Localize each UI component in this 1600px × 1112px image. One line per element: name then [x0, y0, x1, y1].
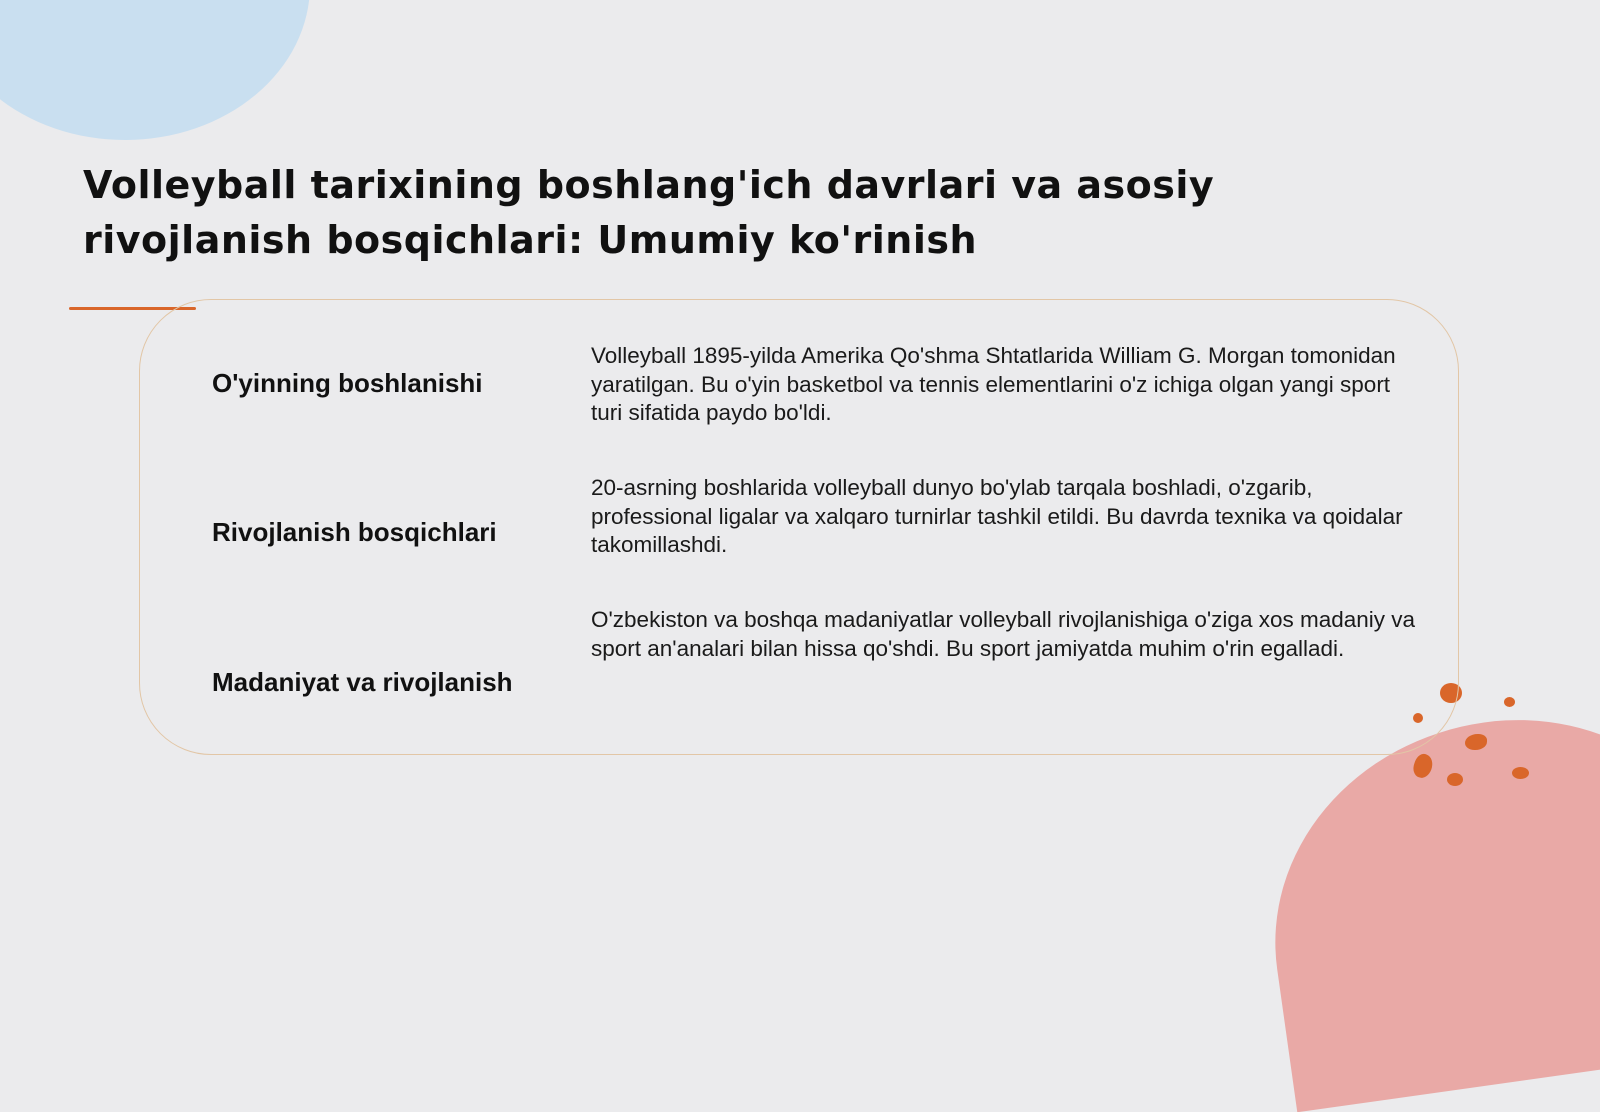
row-description: O'zbekiston va boshqa madaniyatlar volleyball rivojlanishiga o'ziga xos madaniy va sport an'analari bilan hissa qo'shdi. Bu sport jamiyatda muhim o'rin egalladi. — [591, 607, 1416, 661]
slide-title: Volleyball tarixining boshlang'ich davrlari va asosiy rivojlanish bosqichlari: Umumiy ko'rinish — [83, 163, 1215, 262]
row-description: Volleyball 1895-yilda Amerika Qo'shma Shtatlarida William G. Morgan tomonidan yaratilgan. Bu o'yin basketbol va tennis elementlarini o'z ichiga olgan yangi sport turi sifatida paydo bo'ldi. — [591, 343, 1396, 425]
row-description: 20-asrning boshlarida volleyball dunyo bo'ylab tarqala boshladi, o'zgarib, professional ligalar va xalqaro turnirlar tashkil etildi. Bu davrda texnika va qoidalar takomillashdi. — [591, 475, 1403, 557]
row-label: Madaniyat va rivojlanish — [212, 667, 513, 697]
row-label: Rivojlanish bosqichlari — [212, 517, 497, 547]
decorative-blue-blob — [0, 0, 310, 140]
row-label: O'yinning boshlanishi — [212, 368, 483, 398]
